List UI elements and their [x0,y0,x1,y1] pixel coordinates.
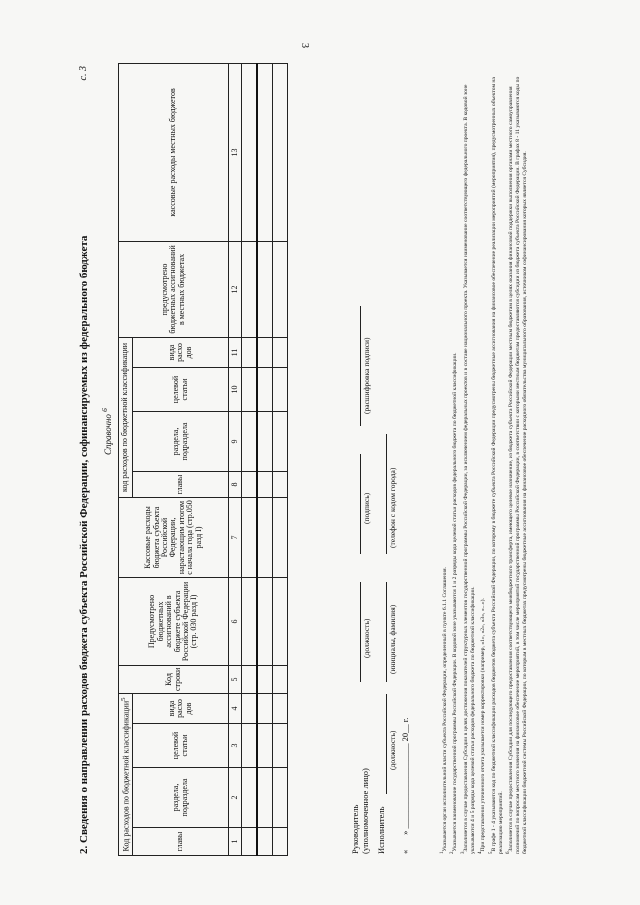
header-vida-b: вида расхо дов [133,337,229,367]
col-num: 2 [229,768,242,828]
footnote: 6Заполняется в случае предоставления Субсидии для последующего предоставления соответствующего межбюджетного трансферта, имеющего целевое назначение, из бюджета субъекта Российской Федерации местным бюджетам в целях оказания финансовой поддержки выполнения органами местного самоуправления полномочий по вопросам местного значения на финансовое обеспечение мероприятий, в том числе мероприятий государственной программы Российской Федерации, в соответствии с которыми местным бюджетам предоставляются субсидии из бюджета субъекта Российской Федерации. В графах 8 - 11 указываются коды по бюджетной классификации бюджетной системы Российской Федерации, по которым в местных бюджетах предусмотрены бюджетные ассигнования на финансовое обеспечение расходного обязательства муниципального образования, источником софинансирования которых является Субсидия. [506,76,528,854]
col-num: 11 [229,337,242,367]
footnote: 3Заполняется в случае предоставления Субсидии в целях достижения показателей структурных элементов государственной программы Российской Федерации, за исключением федеральных проектов и в составе национального проекта. Указывается наименование соответствующего федерального проекта. В кодовой зоне указываются 4 и 5 разряды кода целевой статьи расходов федерального бюджета по бюджетной классификации. [460,84,476,854]
cell[interactable] [242,472,258,498]
date-year: 20 [400,732,410,742]
section-title: 2. Сведения о направлении расходов бюджета субъекта Российской Федерации, софинансируемых из федерального бюджета [78,235,90,854]
cell[interactable] [257,578,273,666]
cell[interactable] [257,241,273,337]
col-num: 6 [229,578,242,666]
header-celevoy: целевой статьи [133,724,229,768]
cell[interactable] [273,498,288,578]
col-num: 9 [229,412,242,472]
head-signature-line[interactable] [360,454,361,554]
cell[interactable] [257,724,273,768]
cell[interactable] [273,724,288,768]
header-code-group: Код расходов по бюджетной классификации$^5$ [119,694,133,856]
col-num: 7 [229,498,242,578]
date-suffix: г. [400,717,410,723]
cell[interactable] [257,368,273,412]
cell[interactable] [257,694,273,724]
head-signature-row [348,64,374,854]
table-row [242,63,258,855]
header-kod-stroki: Код строки [119,666,229,694]
col-num: 12 [229,241,242,337]
expenses-table [118,63,288,856]
cell[interactable] [242,694,258,724]
header-celevoy-b: целевой статьи [133,368,229,412]
executor-name-line[interactable] [386,582,387,682]
position-caption: (должность) [362,618,371,658]
rotated-form [72,60,602,860]
executor-label: Исполнитель [376,806,386,854]
header-razdel: раздела, подраздела [133,768,229,828]
footnotes [440,64,531,854]
cell[interactable] [273,337,288,367]
table-row [257,63,273,855]
footnote: 4При представлении уточненного отчета указывается номер корректировки (например, «1», «2», «3», «...»). [478,598,487,854]
cell[interactable] [242,498,258,578]
cell[interactable] [242,578,258,666]
cell[interactable] [257,666,273,694]
cell[interactable] [257,337,273,367]
cell[interactable] [273,578,288,666]
cell[interactable] [257,412,273,472]
col-num: 13 [229,63,242,241]
col-num: 10 [229,368,242,412]
cell[interactable] [273,472,288,498]
date-open: « [400,849,410,854]
cell[interactable] [257,498,273,578]
cell[interactable] [257,63,273,241]
cell[interactable] [257,472,273,498]
initials-caption: (инициалы, фамилия) [388,604,397,674]
footnote: 5В графе 1 - 4 указываются код по бюджетной классификации расходов бюджетов бюджета субъекта Российской Федерации, по которому в бюджете субъекта Российской Федерации предусмотрены бюджетные ассигнования на финансовое обеспечение реализации мероприятий (мероприятия), предусмотренных объектом на реализацию мероприятий. [488,77,504,854]
date-row: « » ____________________ 20__ г. [400,717,410,854]
cell[interactable] [242,828,258,856]
header-glava-b: главы [133,472,229,498]
date-close: » [400,830,410,835]
reference-label: Справочно $^6$ [100,408,113,455]
header-razdel-b: раздела, подраздела [133,412,229,472]
cell[interactable] [273,412,288,472]
head-label: Руководитель (уполномоченное лицо) [350,768,370,854]
column-number-row [229,63,242,855]
cell[interactable] [242,368,258,412]
cell[interactable] [257,768,273,828]
sheet-number: с. 3 [78,66,89,81]
table-row [273,63,288,855]
header-glava: главы [133,828,229,856]
decoding-caption: (расшифровка подписи) [362,337,371,414]
cell[interactable] [273,63,288,241]
cell[interactable] [242,63,258,241]
phone-line[interactable] [386,434,387,554]
head-position-line[interactable] [360,582,361,682]
cell[interactable] [242,412,258,472]
executor-signature-row [374,64,400,854]
cell[interactable] [242,724,258,768]
header-kassovye: Кассовые расходы бюджета субъекта Российской Федерации, нарастающим итогом с начала года (стр.050 разд I) [119,498,229,578]
footnote: 1Указывается орган исполнительной власти субъекта Российской Федерации, определенный в пункте 6.1.1 Соглашения. [440,566,448,854]
cell[interactable] [273,666,288,694]
page-number: 3 [299,43,310,48]
col-num: 4 [229,694,242,724]
cell[interactable] [273,768,288,828]
col-num: 5 [229,666,242,694]
col-num: 3 [229,724,242,768]
footnote: 2Указывается наименование государственной программы Российской Федерации. В кодовой зоне указываются 1 и 2 разряды кода целевой статьи расходов федерального бюджета по бюджетной классификации. [450,352,459,854]
header-planned-local: предусмотрено бюджетных ассигнований в местных бюджетах [119,241,229,337]
cell[interactable] [242,337,258,367]
cell[interactable] [273,368,288,412]
col-num: 1 [229,828,242,856]
executor-position-caption: (должность) [388,730,397,770]
head-decoding-line[interactable] [360,306,361,426]
executor-position-line[interactable] [386,694,387,794]
cell[interactable] [273,694,288,724]
header-planned: Предусмотрено бюджетных ассигнований в бюджете субъекта Российской Федерации (стр. 030 разд I) [119,578,229,666]
signature-caption: (подпись) [362,492,371,524]
cell[interactable] [257,828,273,856]
cell[interactable] [242,666,258,694]
header-kassovye-local: кассовые расходы местных бюджетов [119,63,229,241]
cell[interactable] [242,768,258,828]
cell[interactable] [273,241,288,337]
header-vida: вида расхо дов [133,694,229,724]
cell[interactable] [273,828,288,856]
cell[interactable] [242,241,258,337]
signature-block [348,64,414,854]
col-num: 8 [229,472,242,498]
header-local-group: код расходов по бюджетной классификации [119,337,133,497]
phone-caption: (телефон с кодом города) [388,467,397,548]
